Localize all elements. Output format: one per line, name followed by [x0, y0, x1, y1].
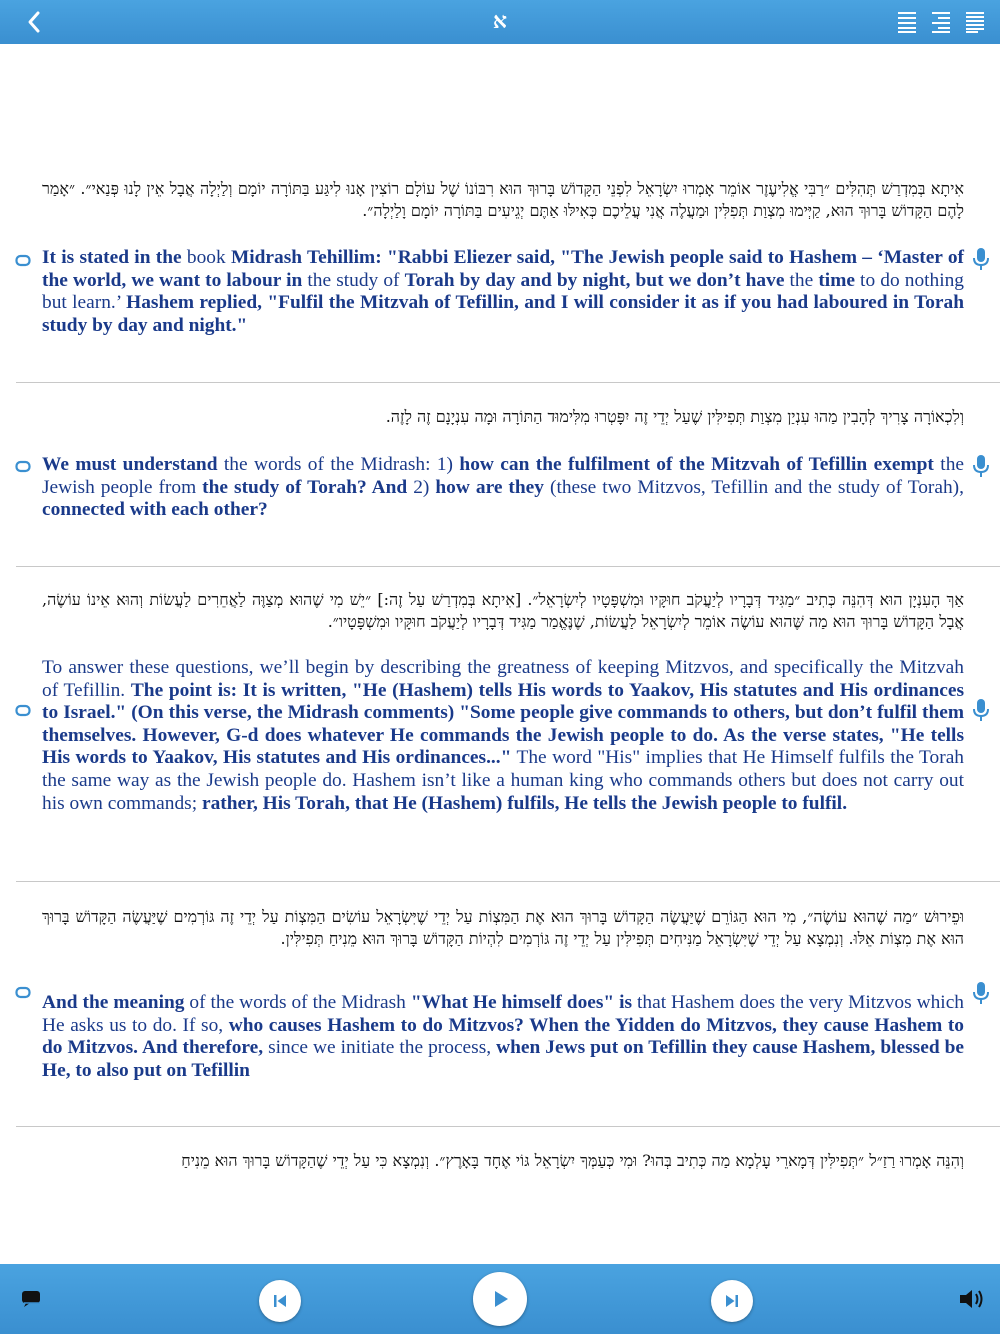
- text-run: (these two Mitzvos, Tefillin and the study of Torah),: [543, 476, 964, 498]
- text-run: how can the fulfilment of the Mitzvah of Tefillin exempt: [459, 454, 934, 475]
- skip-back-button[interactable]: [259, 1280, 301, 1322]
- text-run: The word "His" implies that He Himself fulfils the Torah the same way as the Jewish people do. Hashem isn’t like a human king who commands others but does not carry out his own commands;: [42, 747, 964, 814]
- mic-icon[interactable]: [972, 698, 990, 722]
- hebrew-paragraph-4: וּפֵירוּשׁ ״מַה שֶׁהוּא עוֹשֶׂה״, מִי הוּא הַגּוֹרֵם שֶׁיַּעֲשֶׂה הַקָּדוֹשׁ בָּרוּךְ הוּא אֶת הַמִּצְוֹת עַל יְדֵי שֶׁיִּשְׂרָאֵל עוֹשִׂים הַמִּצְוֹת עַל יְדֵי זֶה גּוֹרְמִים שֶׁיַּעֲשֶׂה הַקָּדוֹשׁ בָּרוּךְ הוּא אֶת מִצְוֹת אֵלּוּ. וְנִמְצָא עַל יְדֵי שֶׁיִּשְׂרָאֵל מַנִּיחִים תְּפִילִּין עַל יְדֵי זֶה גּוֹרְמִים לִהְיוֹת הַקָּדוֹשׁ בָּרוּךְ הוּא מֵנִיחַ תְּפִילִּין.: [42, 907, 964, 948]
- text-run: to do nothing but learn.’: [42, 269, 964, 314]
- section-divider: [16, 1126, 1000, 1127]
- play-icon: [473, 1272, 527, 1326]
- text-run: the words of the Midrash: 1): [217, 454, 460, 475]
- text-run: And the meaning: [42, 992, 185, 1013]
- text-run: 2): [407, 476, 436, 498]
- align-justify-icon: [896, 10, 918, 34]
- hebrew-paragraph-1: אִיתָא בְּמִדְרַשׁ תְּהִלִּים ״רַבִּי אֱלִיעֶזֶר אוֹמֵר אָמְרוּ יִשְׂרָאֵל לִפְנֵי הַקָּדוֹשׁ בָּרוּךְ הוּא רִבּוֹנוֹ שֶׁל עוֹלָם רוֹצִין אָנוּ לִיגַּע בַּתּוֹרָה יוֹמָם וְלַיְלָה אֲבָל אֵין לָנוּ פְּנַאי״. ״אָמַר לָהֶם הַקָּדוֹשׁ בָּרוּךְ הוּא, קַיְּימוּ מִצְוַת תְּפִלִּין וּמַעֲלֶה אֲנִי עֲלֵיכֶם כְּאִילּוּ אַתֶּם יְגֵיעִים בַּתּוֹרָה יוֹמָם וָלַיְלָה״.: [42, 179, 964, 220]
- text-run: when Jews put on Tefillin they cause Hashem, blessed be He, to also put on Tefillin: [42, 1037, 965, 1081]
- text-run: the Jewish people from: [42, 454, 964, 498]
- text-run: how are they: [435, 476, 544, 498]
- text-run: book: [181, 247, 231, 268]
- text-run: Hashem replied, "Fulfil the Mitzvah of Tefillin, and I will consider it as if you had laboured in Torah study by day and night.": [42, 292, 965, 336]
- align-full-icon: [964, 10, 986, 34]
- section-divider: [16, 566, 1000, 567]
- speaker-button[interactable]: [958, 1288, 986, 1310]
- english-paragraph-3: [42, 657, 964, 815]
- skip-forward-icon: [711, 1280, 753, 1322]
- skip-back-icon: [259, 1280, 301, 1322]
- text-run: the study of Torah? And: [202, 476, 408, 498]
- align-full-button[interactable]: [964, 10, 986, 34]
- english-paragraph-2: [42, 454, 964, 522]
- text-run: connected with each other?: [42, 499, 268, 521]
- mic-icon[interactable]: [972, 247, 990, 271]
- comment-bubble-icon[interactable]: [15, 460, 31, 474]
- text-run: The point is: It is written, "He (Hashem) tells His words to Yaakov, His statutes and His ordinances to Israel." (On this verse, the Midrash comments) "Some people give commands to others, but don’t fulfil them themselves. However, G-d does whatever He commands the Jewish people to do. As the verse states, "He tells His words to Yaakov, His statutes and His ordinances...": [42, 679, 964, 769]
- hebrew-paragraph-3: אַךְ הָעִנְיָן הוּא דְּהִנֵּה כְּתִיב ״מַגִּיד דְּבָרָיו לְיַעֲקֹב חוּקָּיו וּמִשְׁפָּטָיו לְיִשְׂרָאֵל״. [אִיתָא בְּמִדְרַשׁ עַל זֶה:] ״יֵשׁ מִי שֶׁהוּא מְצַוֶּה לַאֲחֵרִים לַעֲשׂוֹת וְהוּא אֵינוֹ עוֹשֶׂה, אֲבָל הַקָּדוֹשׁ בָּרוּךְ הוּא מַה שֶּׁהוּא עוֹשֶׂה אוֹמֵר לְיִשְׂרָאֵל לַעֲשׂוֹת, שֶׁנֶּאֱמַר מַגִּיד דְּבָרָיו לְיַעֲקֹב חוּקָּיו וּמִשְׁפָּטָיו״.: [42, 590, 964, 631]
- comment-bubble-icon[interactable]: [15, 986, 31, 1000]
- text-run: Torah by day and by night, but we don’t have: [404, 269, 785, 291]
- reading-content[interactable]: [0, 44, 1000, 1264]
- text-run: the: [784, 269, 819, 291]
- section-divider: [16, 881, 1000, 882]
- bottom-toolbar: [0, 1264, 1000, 1334]
- comment-bubble-icon[interactable]: [15, 254, 31, 268]
- align-justify-button[interactable]: [896, 10, 918, 34]
- align-right-icon: [930, 10, 952, 34]
- text-run: rather, His Torah, that He (Hashem) fulfils, He tells the Jewish people to fulfil.: [201, 792, 848, 814]
- note-icon: [20, 1288, 44, 1308]
- english-paragraph-1: [42, 247, 964, 337]
- mic-icon[interactable]: [972, 454, 990, 478]
- text-run: that Hashem does the very Mitzvos which He asks us to do. If so,: [42, 992, 964, 1036]
- text-run: time: [818, 269, 855, 291]
- align-right-button[interactable]: [930, 10, 952, 34]
- text-run: since we initiate the process,: [263, 1037, 497, 1059]
- skip-forward-button[interactable]: [711, 1280, 753, 1322]
- text-run: It is stated in the: [42, 247, 182, 268]
- english-paragraph-4: [42, 992, 964, 1082]
- top-navigation-bar: [0, 0, 1000, 44]
- text-run: of the words of the Midrash: [184, 992, 411, 1013]
- mic-icon[interactable]: [972, 981, 990, 1005]
- note-button[interactable]: [20, 1288, 44, 1308]
- page-title: א: [492, 8, 508, 34]
- speaker-icon: [958, 1288, 986, 1310]
- play-button[interactable]: [473, 1272, 527, 1326]
- hebrew-paragraph-2: וְלִכְאוֹרָה צָרִיךְ לְהָבִין מַהוּ עִנְיַן מִצְוַת תְּפִילִּין שֶׁעַל יְדֵי זֶה יִפָּטְרוּ מִלִּימוּד הַתּוֹרָה וּמָה עִנְיָנָם זֶה לָזֶה.: [385, 407, 964, 426]
- text-run: We must understand: [42, 454, 218, 475]
- text-run: the study of: [302, 269, 405, 291]
- section-divider: [16, 382, 1000, 383]
- text-run: who causes Hashem to do Mitzvos? When the Yidden do Mitzvos, they cause Hashem to do Mitzvos. And therefore,: [42, 1014, 964, 1059]
- hebrew-paragraph-5: וְהִנֵּה אָמְרוּ רַזַ״ל ״תְּפִילִּין דְּמָארֵי עָלְמָא מַה כְּתִיב בְּהוּ? וּמִי כְּעַמְּךָ יִשְׂרָאֵל גּוֹי אֶחָד בָּאָרֶץ״. וְנִמְצָא כִּי עַל יְדֵי שֶׁהַקָּדוֹשׁ בָּרוּךְ הוּא מֵנִיחַ: [181, 1151, 964, 1170]
- comment-bubble-icon[interactable]: [15, 704, 31, 718]
- text-run: To answer these questions, we’ll begin by describing the greatness of keeping Mitzvos, and specifically the Mitzvah of Tefillin.: [42, 657, 964, 701]
- text-run: Midrash Tehillim: "Rabbi Eliezer said, "The Jewish people said to Hashem – ‘Master of the world, we want to labour in: [42, 247, 964, 291]
- text-run: "What He himself does" is: [410, 992, 633, 1013]
